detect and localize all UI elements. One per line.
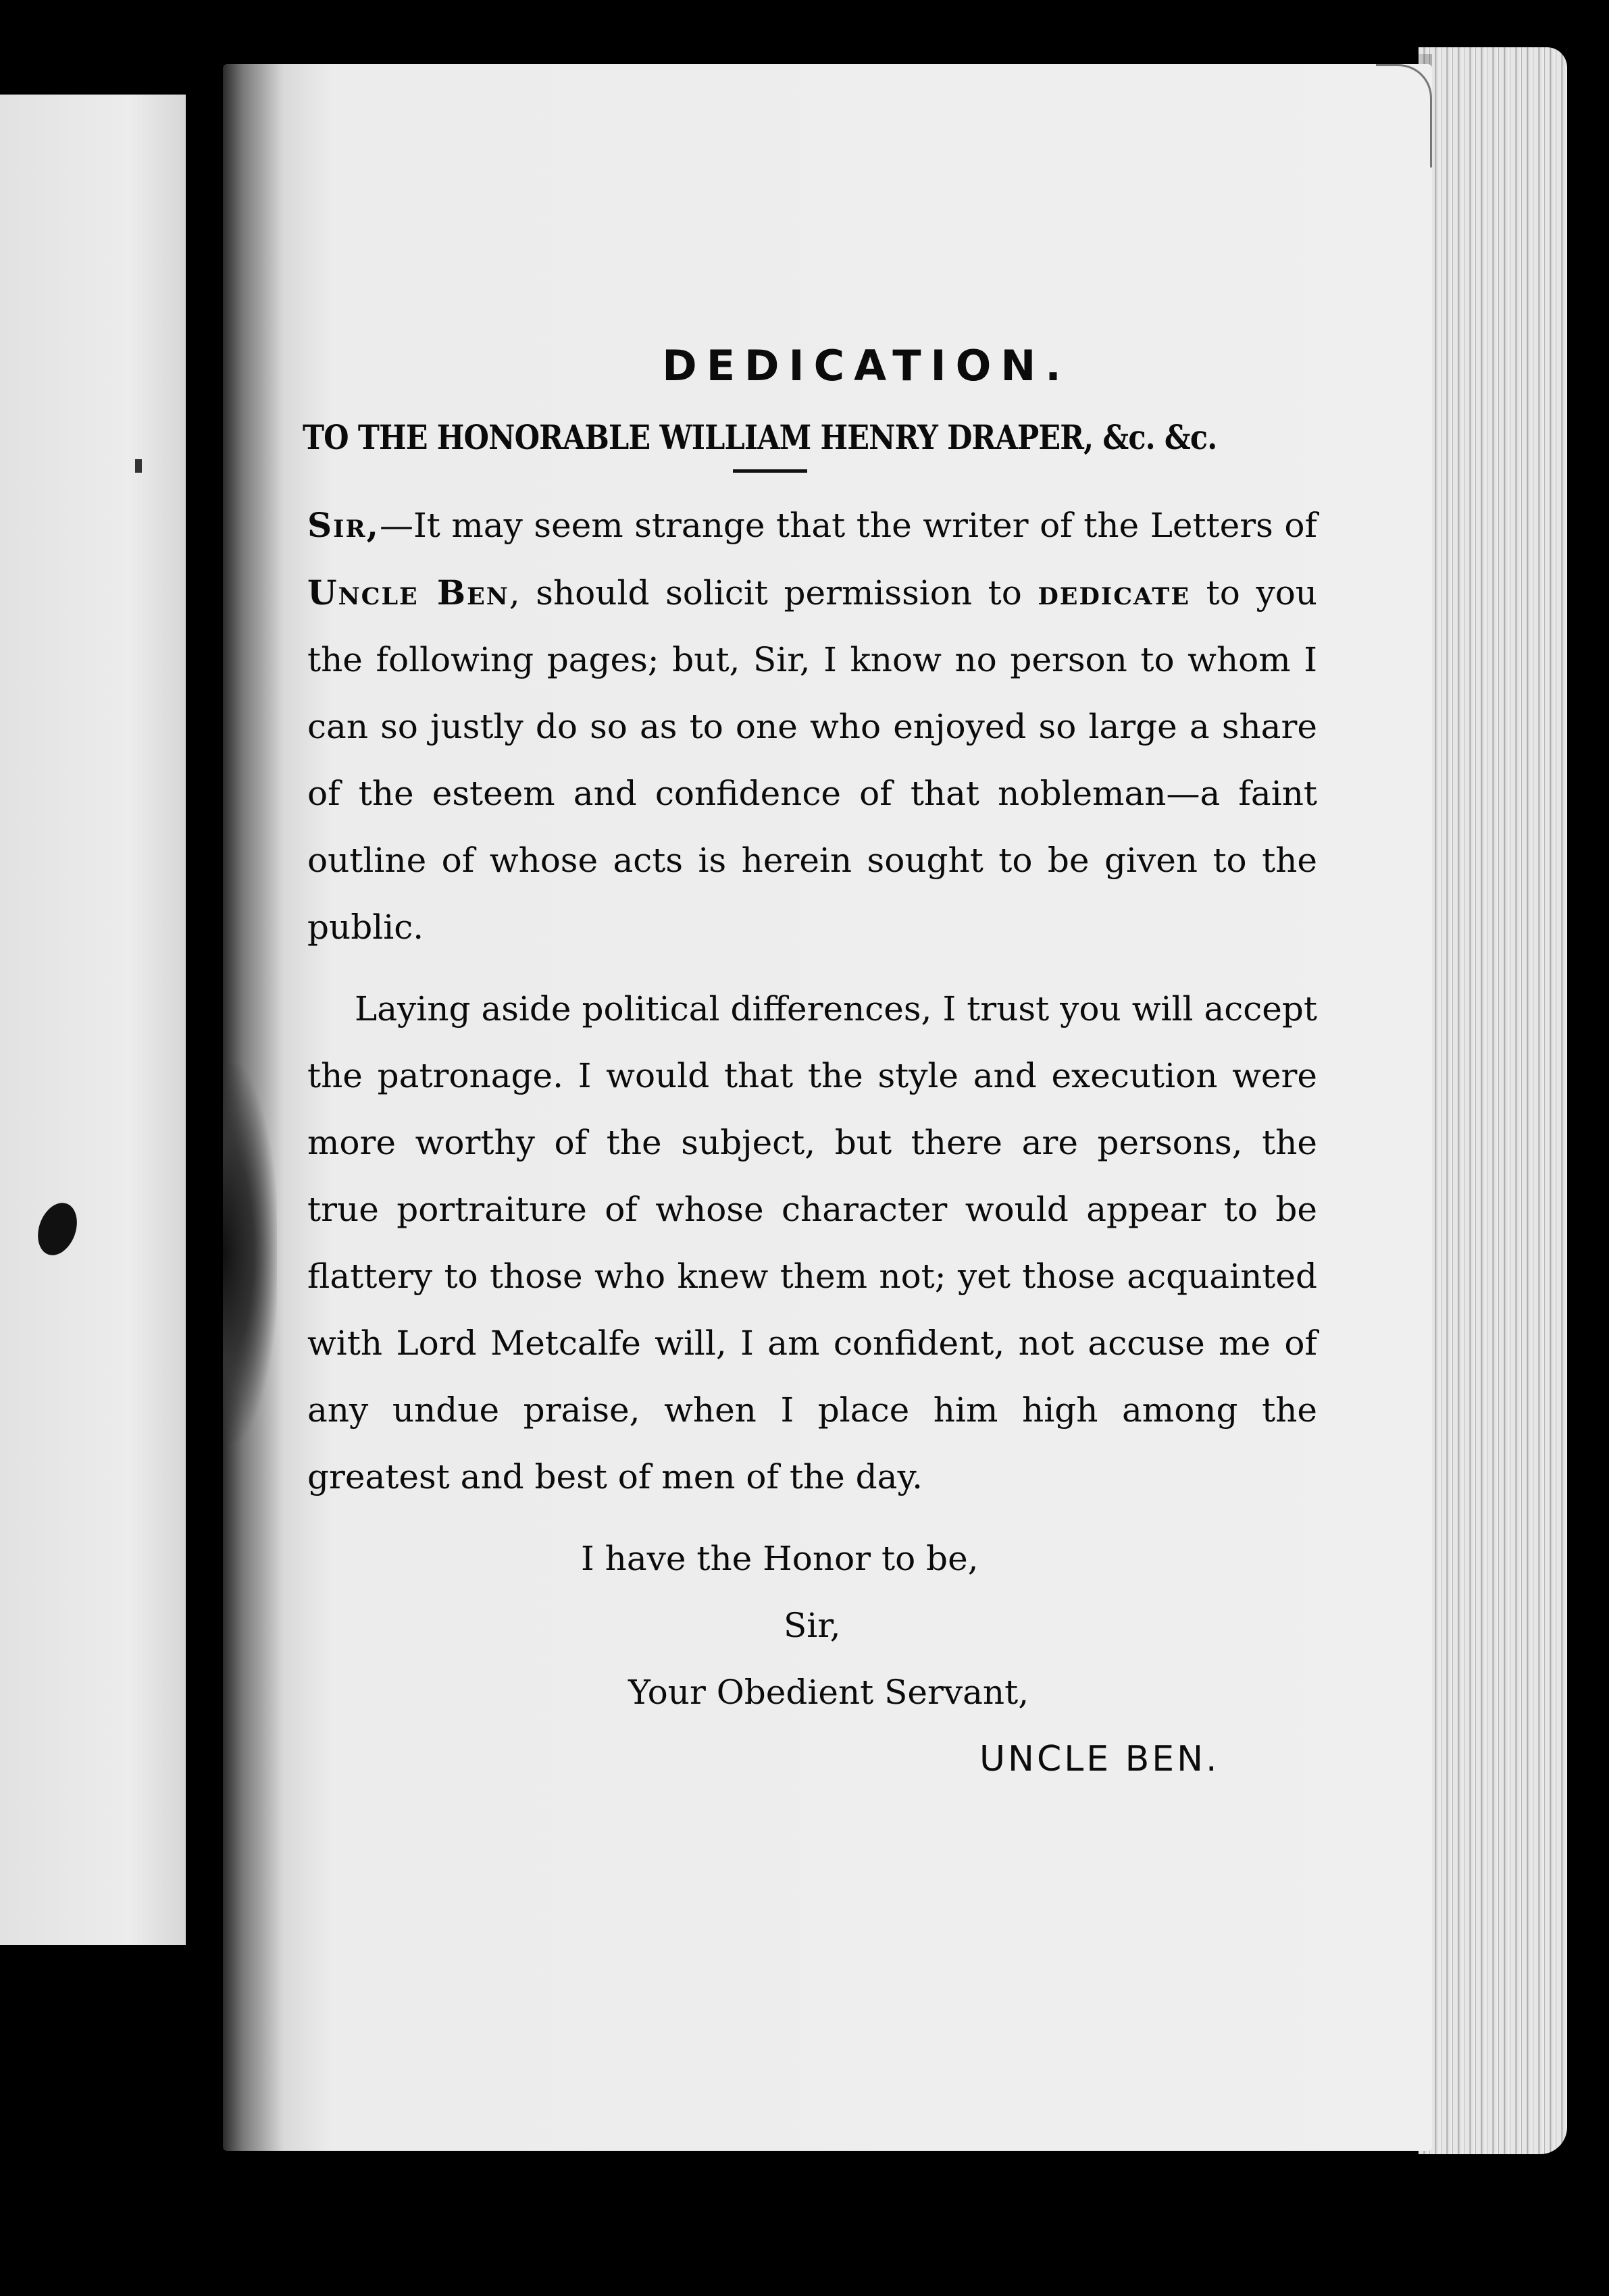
paragraph-1 bbox=[274, 492, 1317, 961]
paragraph-1-text-b: , should solicit permission to bbox=[509, 573, 1038, 612]
page-edges bbox=[1419, 47, 1567, 2154]
paragraph-1-text-a: —It may seem strange that the writer of the Letters of bbox=[379, 506, 1317, 545]
closing-line-3: Your Obedient Servant, bbox=[628, 1673, 1029, 1712]
divider-rule bbox=[733, 469, 807, 473]
page-title: DEDICATION. bbox=[662, 341, 1071, 390]
closing-line-1: I have the Honor to be, bbox=[581, 1539, 979, 1578]
dedicatee-line: TO THE HONORABLE WILLIAM HENRY DRAPER, &c. &c. bbox=[303, 417, 1217, 457]
gutter-shadow bbox=[223, 1064, 277, 1442]
salutation: Sir, bbox=[307, 505, 380, 545]
facing-page bbox=[0, 95, 186, 1945]
page-corner bbox=[1376, 64, 1432, 167]
closing-line-2: Sir, bbox=[784, 1606, 841, 1645]
ink-mark bbox=[135, 459, 142, 473]
book-page bbox=[223, 64, 1432, 2151]
dedication-text bbox=[274, 341, 1317, 1793]
paragraph-1-text-c: to you the following pages; but, Sir, I know no person to whom I can so justly do so as to one who enjoyed so large a share of the esteem and confidence of that nobleman—a faint outline of whose acts is herein sought to be given to the public. bbox=[307, 573, 1317, 947]
paragraph-2: Laying aside political differences, I trust you will accept the patronage. I would that the style and execution were more worthy of the subject, but there are persons, the true portraiture of whose character would appear to be flattery to those who knew them not; yet those acquainted with Lord Metcalfe will, I am confident, not accuse me of any undue praise, when I place him high among the greatest and best of men of the day. bbox=[307, 989, 1317, 1496]
closing-block bbox=[274, 1525, 1317, 1793]
dedicate-word: dedicate bbox=[1038, 573, 1191, 612]
pen-name: Uncle Ben bbox=[307, 573, 509, 612]
signature: UNCLE BEN. bbox=[979, 1739, 1220, 1779]
ink-blot bbox=[31, 1197, 84, 1261]
